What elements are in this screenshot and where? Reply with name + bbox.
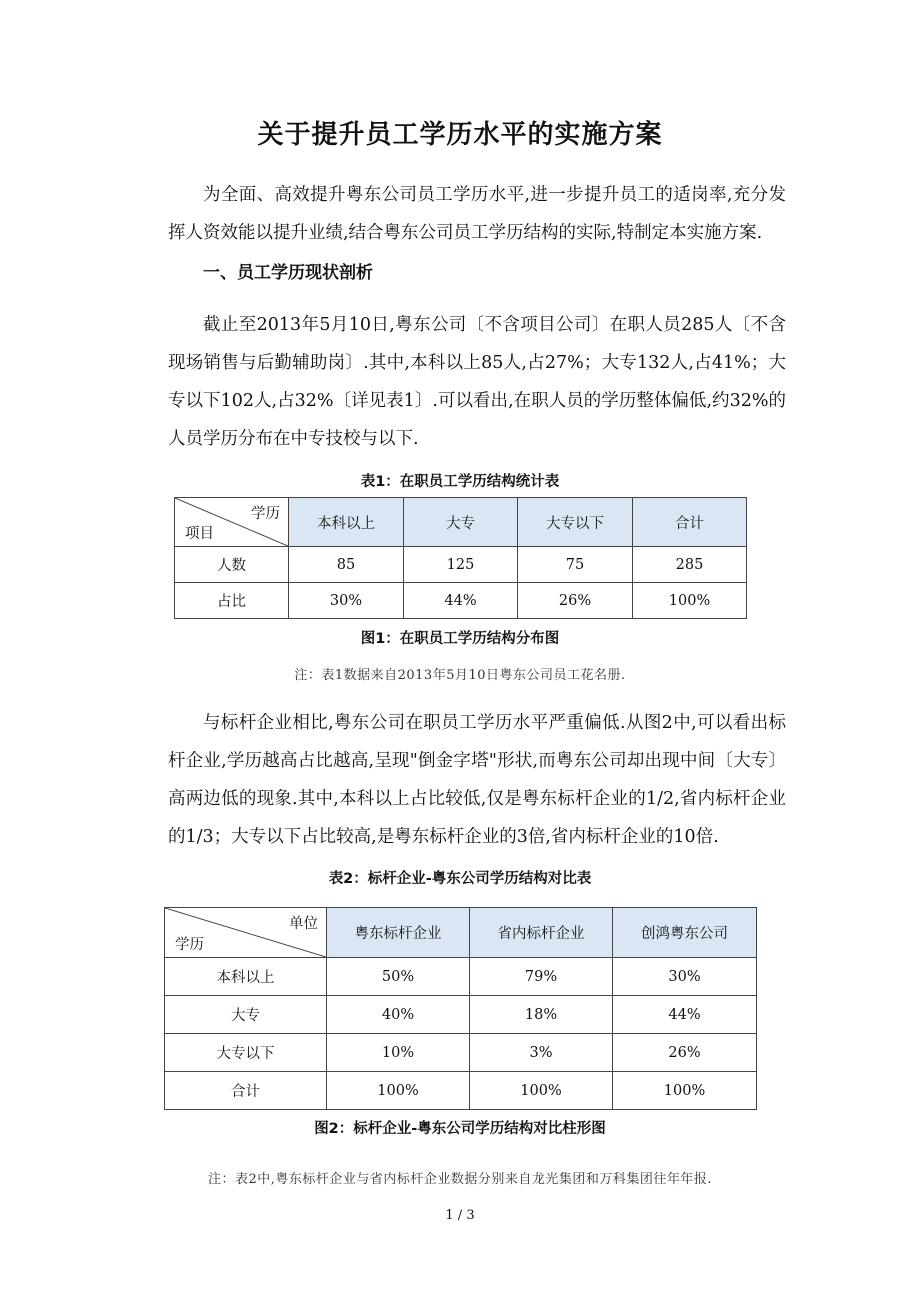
document-title: 关于提升员工学历水平的实施方案: [257, 120, 663, 150]
figure2-caption: 图2：标杆企业-粤东公司学历结构对比柱形图: [314, 1121, 606, 1137]
table2-corner-top: 单位: [289, 916, 318, 932]
table2-cell: 50%: [327, 958, 470, 996]
table2-cell: 40%: [327, 996, 470, 1034]
table2-row-label: 本科以上: [165, 958, 327, 996]
section1-paragraph: 截止至2013年5月10日,粤东公司〔不含项目公司〕在职人员285人〔不含现场销售与后勤辅助岗〕.其中,本科以上85人,占27%；大专132人,占41%；大专以下102人,占32%〔详见表1〕.可以看出,在职人员的学历整体偏低,约32%的人员学历分布在中专技校与以下.: [168, 315, 786, 449]
comparison-paragraph: 与标杆企业相比,粤东公司在职员工学历水平严重偏低.从图2中,可以看出标杆企业,学历越高占比越高,呈现"倒金字塔"形状,而粤东公司却出现中间〔大专〕高两边低的现象.其中,本科以上占比较低,仅是粤东标杆企业的1/2,省内标杆企业的1/3；大专以下占比较高,是粤东标杆企业的3倍,省内标杆企业的10倍.: [168, 713, 786, 847]
table1-caption: 表1：在职员工学历结构统计表: [360, 474, 560, 490]
table2-cell: 26%: [613, 1034, 757, 1072]
table2-row-label: 合计: [165, 1072, 327, 1110]
table2-cell: 18%: [470, 996, 613, 1034]
table-row: [165, 1072, 757, 1110]
table-row: [165, 1034, 757, 1072]
table1-header-cell: 合计: [633, 498, 747, 547]
table1: [174, 497, 747, 619]
table2-header-cell: 创鸿粤东公司: [613, 908, 757, 958]
table2: [164, 907, 757, 1110]
table1-header-cell: 本科以上: [289, 498, 404, 547]
table2-cell: 10%: [327, 1034, 470, 1072]
intro-paragraph: 为全面、高效提升粤东公司员工学历水平,进一步提升员工的适岗率,充分发挥人资效能以提升业绩,结合粤东公司员工学历结构的实际,特制定本实施方案.: [168, 185, 786, 243]
table2-header-row: [165, 908, 757, 958]
table1-cell: 85: [289, 547, 404, 583]
table2-header-cell: 省内标杆企业: [470, 908, 613, 958]
table2-header-cell: 粤东标杆企业: [327, 908, 470, 958]
table2-cell: 79%: [470, 958, 613, 996]
table2-cell: 44%: [613, 996, 757, 1034]
table2-row-label: 大专: [165, 996, 327, 1034]
table1-row-label: 人数: [175, 547, 289, 583]
table1-corner-cell: [175, 498, 289, 547]
table2-cell: 30%: [613, 958, 757, 996]
table1-cell: 30%: [289, 583, 404, 619]
table1-cell: 75: [518, 547, 633, 583]
table2-cell: 100%: [613, 1072, 757, 1110]
note1: 注：表1数据来自2013年5月10日粤东公司员工花名册.: [294, 668, 626, 683]
table-row: [165, 996, 757, 1034]
figure1-caption: 图1：在职员工学历结构分布图: [360, 631, 560, 647]
table-row: [175, 583, 747, 619]
table2-cell: 100%: [470, 1072, 613, 1110]
table1-header-cell: 大专: [404, 498, 518, 547]
table1-cell: 26%: [518, 583, 633, 619]
table2-caption: 表2：标杆企业-粤东公司学历结构对比表: [328, 871, 592, 887]
table1-cell: 125: [404, 547, 518, 583]
table1-cell: 285: [633, 547, 747, 583]
table2-corner-bottom: 学历: [175, 937, 204, 953]
section1-heading: 一、员工学历现状剖析: [203, 263, 373, 283]
table1-header-cell: 大专以下: [518, 498, 633, 547]
table-row: [175, 547, 747, 583]
table1-corner-top: 学历: [251, 506, 280, 522]
page-number: 1 / 3: [445, 1208, 475, 1223]
table1-corner-bottom: 项目: [185, 526, 214, 542]
table2-row-label: 大专以下: [165, 1034, 327, 1072]
table-row: [165, 958, 757, 996]
table1-cell: 44%: [404, 583, 518, 619]
table2-cell: 100%: [327, 1072, 470, 1110]
note2: 注：表2中,粤东标杆企业与省内标杆企业数据分别来自龙光集团和万科集团往年年报.: [207, 1172, 713, 1187]
table1-row-label: 占比: [175, 583, 289, 619]
table1-header-row: [175, 498, 747, 547]
table2-cell: 3%: [470, 1034, 613, 1072]
table2-corner-cell: [165, 908, 327, 958]
table1-cell: 100%: [633, 583, 747, 619]
